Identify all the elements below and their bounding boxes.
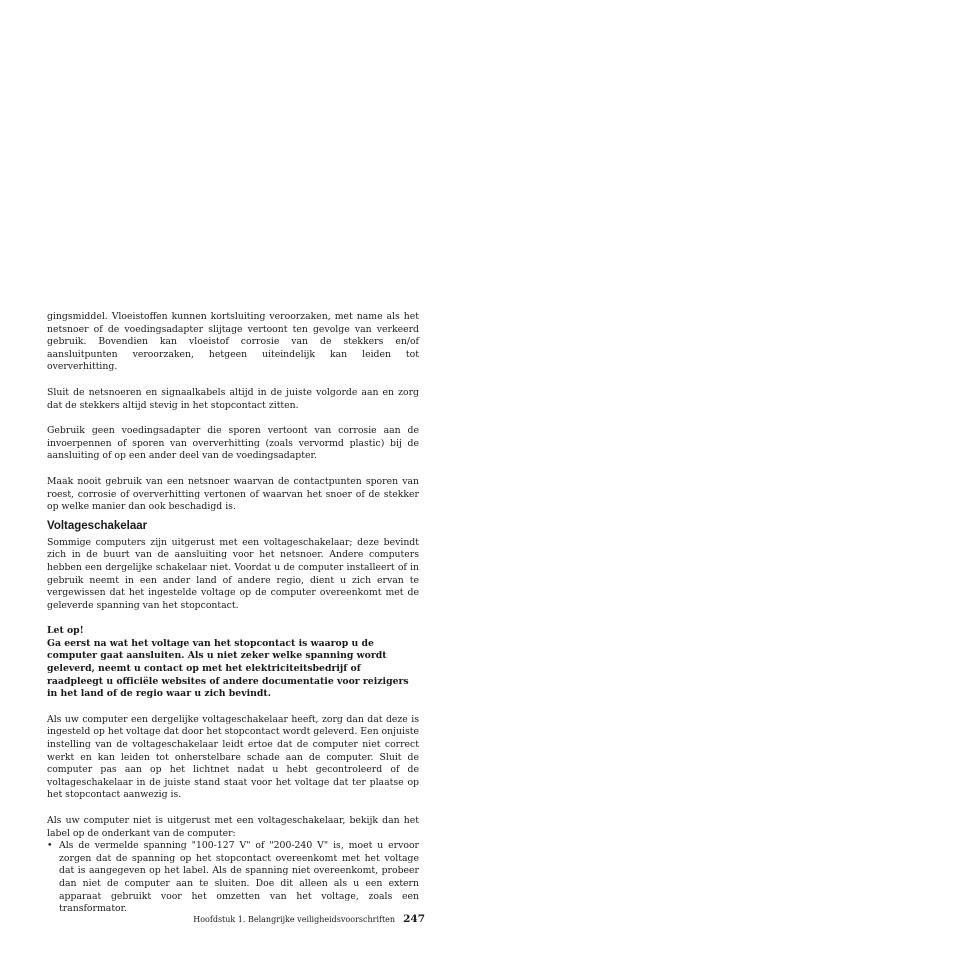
page-footer <box>47 912 425 927</box>
list-item-text: Als de vermelde spanning "100-127 V" of "200-240 V" is, moet u ervoor zorgen dat de spanning op het stopcontact overeenkomt met het voltage dat is aangegeven op het label. Als de spanning niet overeenkomt, probeer dan niet de computer aan te sluiten. Doe dit alleen als u een extern apparaat gebruikt voor het omzetten van het voltage, zoals een transformator. <box>59 840 419 915</box>
section-heading: Voltageschakelaar <box>47 519 148 532</box>
paragraph-adapter-corrosion: Gebruik geen voedingsadapter die sporen vertoont van corrosie aan de invoerpennen of sporen van oververhitting (zoals vervormd plastic) bij de aansluiting of op een ander deel van de voedingsadapter. <box>47 425 419 462</box>
paragraph-cable-order: Sluit de netsnoeren en signaalkabels altijd in de juiste volgorde aan en zorg dat de stekkers altijd stevig in het stopcontact zitten. <box>47 386 419 411</box>
bullet-list <box>47 840 419 916</box>
bullet-icon: • <box>47 840 53 852</box>
attention-notice <box>47 625 419 701</box>
page-number: 247 <box>403 913 425 925</box>
attention-title: Let op! <box>47 625 84 637</box>
paragraph-damaged-cord: Maak nooit gebruik van een netsnoer waarvan de contactpunten sporen van roest, corrosie of oververhitting vertonen of waarvan het snoer of de stekker op welke manier dan ook beschadigd is. <box>47 475 419 513</box>
paragraph-voltage-switch-intro: Sommige computers zijn uitgerust met een voltageschakelaar; deze bevindt zich in de buurt van de aansluiting voor het netsnoer. Andere computers hebben een dergelijke schakelaar niet. Voordat u de computer installeert of in gebruik neemt in een ander land of andere regio, dient u zich ervan te vergewissen dat het ingestelde voltage op de computer overeenkomt met de geleverde spanning van het stopcontact. <box>47 536 419 611</box>
attention-text: Ga eerst na wat het voltage van het stopcontact is waarop u de computer gaat aansluiten. Als u niet zeker welke spanning wordt geleverd, neemt u contact op met het elektriciteitsbedrijf of raadpleegt u officiële websites of andere documentatie voor reizigers in het land of de regio waar u zich bevindt. <box>47 637 409 700</box>
paragraph-voltage-switch-setting: Als uw computer een dergelijke voltageschakelaar heeft, zorg dan dat deze is ingesteld op het voltage dat door het stopcontact wordt geleverd. Een onjuiste instelling van de voltageschakelaar leidt ertoe dat de computer niet correct werkt en kan leiden tot onherstelbare schade aan de computer. Sluit de computer pas aan op het lichtnet nadat u hebt gecontroleerd of de voltageschakelaar in de juiste stand staat voor het voltage dat ter plaatse op het stopcontact aanwezig is. <box>47 713 419 801</box>
list-item <box>47 840 419 916</box>
page-content <box>47 311 419 916</box>
paragraph-no-switch: Als uw computer niet is uitgerust met een voltageschakelaar, bekijk dan het label op de onderkant van de computer: <box>47 815 419 839</box>
paragraph-liquids: gingsmiddel. Vloeistoffen kunnen kortsluiting veroorzaken, met name als het netsnoer of de voedingsadapter slijtage vertoont ten gevolge van verkeerd gebruik. Bovendien kan vloeistof corrosie van de stekkers en/of aansluitpunten veroorzaken, hetgeen uiteindelijk kan leiden tot oververhitting. <box>47 311 419 373</box>
footer-chapter-title: Hoofdstuk 1. Belangrijke veiligheidsvoorschriften <box>193 915 396 924</box>
